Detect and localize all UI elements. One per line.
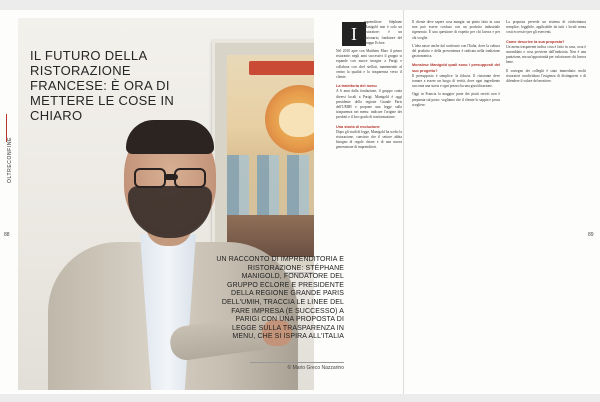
body-paragraph: Il presupposto è semplice: la fiducia. Il ristorante deve tornare a essere un luogo di verità, dove ogni ingrediente racconta una storia e ogni prezzo ha una giustificazione.	[412, 73, 500, 89]
subheading: La traiettoria del menu	[336, 84, 377, 89]
text-column-1	[336, 20, 402, 154]
body-paragraph: Il sostegno dei colleghi è stato immediato: molti ristoratori condividono l'esigenza di distinguersi e di difendere il valore del mestiere.	[506, 68, 586, 84]
text-column-2	[412, 20, 500, 111]
body-paragraph: Oggi in Francia la maggior parte dei piatti serviti non è preparata sul posto: vogliamo che il cliente lo sappia e possa scegliere.	[412, 92, 500, 107]
subheading: Una storia di evoluzione	[336, 124, 380, 129]
article-standfirst: UN RACCONTO DI IMPRENDITORIA E RISTORAZIONE: STÉPHANE MANIGOLD, FONDATORE DEL GRUPPO ECLORE E PRESIDENTE DELLA REGIONE GRANDE PARIS DELL'UMIH, TRACCIA LE LINEE DEL FARE IMPRESA (E SUCCESSO) A PARIGI CON UNA PROPOSTA DI LEGGE SULLA TRASPARENZA IN MENU, CHE SI ISPIRA ALL'ITALIA	[216, 256, 344, 341]
body-paragraph: A 6 anni dalla fondazione, il gruppo conta diversi locali a Parigi. Manigold è oggi presidente della regione Grande Paris dell'UMIH e propone una legge sulla trasparenza nei menu: indicare l'origine dei prodotti e il loro grado di trasformazione.	[336, 89, 402, 120]
body-paragraph: Nel 2010 apre con Matthieu Marc il primo ristorante; negli anni successivi il gruppo si espande con nuove insegne a Parigi e collabora con chef stellati, mantenendo al centro la qualità e la trasparenza verso il cliente.	[336, 49, 402, 80]
body-paragraph: La proposta prevede un sistema di etichettatura semplice, leggibile, applicabile da tutti i locali senza costi eccessivi per gli esercenti.	[506, 20, 586, 35]
text-column-3	[506, 20, 586, 87]
lead-paragraph: mprenditore Stéphane Manigold non è solo un ristoratore: è un visionario, fondatore del gruppo Eclore.	[364, 20, 402, 45]
body-paragraph: L'idea nasce anche dal confronto con l'Italia, dove la cultura del prodotto e della provenienza è radicata nella tradizione gastronomica.	[412, 43, 500, 59]
drop-cap: I	[342, 22, 366, 46]
subheading: Come descrive la sua proposta?	[506, 39, 565, 44]
article-headline: IL FUTURO DELLA RISTORAZIONE FRANCESE: È ORA DI METTERE LE COSE IN CHIARO	[30, 48, 175, 123]
page-number-right: 89	[588, 232, 594, 238]
subheading: Monsieur Manigold quali sono i presupposti del suo progetto?	[412, 63, 500, 73]
body-paragraph: Un menu trasparente indica cosa è fatto in casa, cosa è assemblato e cosa proviene dall'industria. Non è una punizione, ma un'opportunità per valorizzare chi lavora bene.	[506, 44, 586, 65]
body-paragraph: Il cliente deve sapere cosa mangia: un piatto fatto in casa non può essere confuso con un prodotto industriale rigenerato. È una questione di rispetto per chi lavora e per chi sceglie.	[412, 20, 500, 40]
page-number-left: 88	[4, 232, 10, 238]
section-label: OLTRECONFINE	[7, 137, 13, 183]
photo-credit: © Mario Greco Nazzarino	[250, 362, 344, 371]
body-paragraph: Dopo gli studi di legge, Manigold ha scelto la ristorazione, convinto che il settore abbia bisogno di regole chiare e di una nuova generazione di imprenditori.	[336, 129, 402, 150]
